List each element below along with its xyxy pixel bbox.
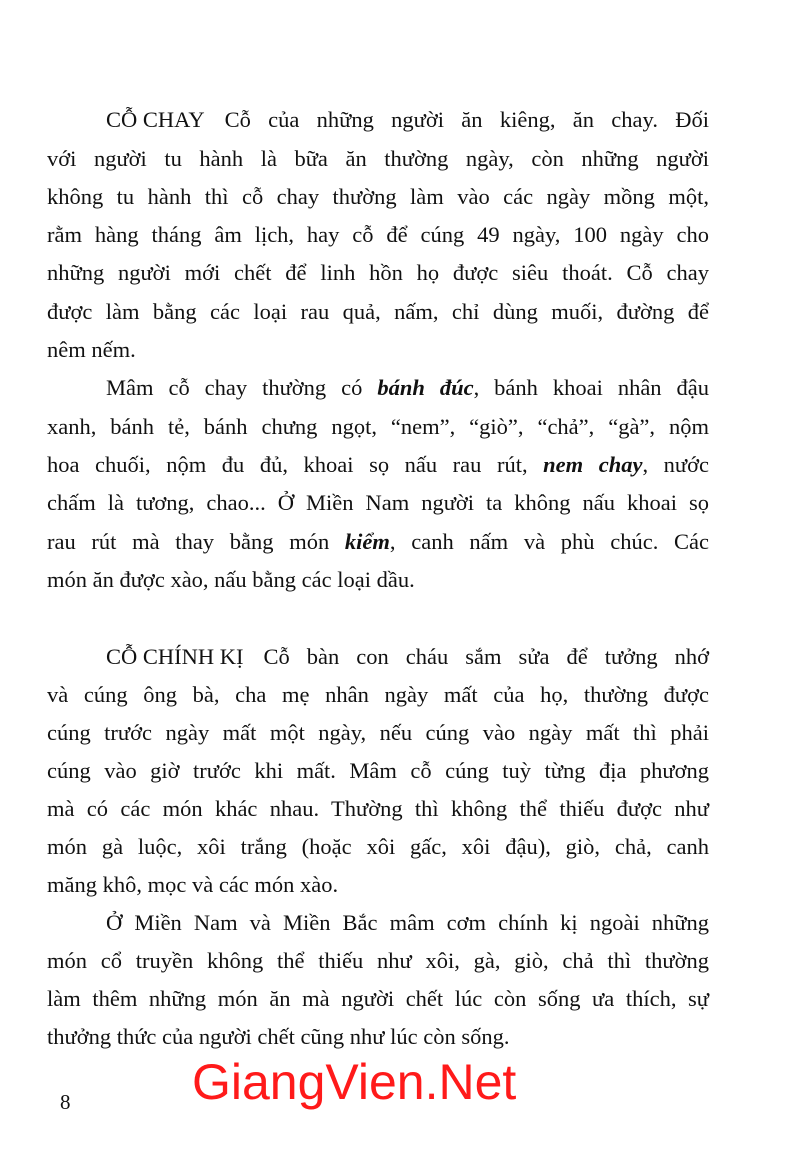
page-number: 8 (60, 1090, 71, 1114)
paragraph-line: và cúng ông bà, cha mẹ nhân ngày mất của họ, thường được (47, 682, 709, 707)
paragraph-line: mà có các món khác nhau. Thường thì không thể thiếu được như (47, 796, 709, 821)
paragraph-line: nêm nếm. (47, 337, 136, 362)
paragraph-line: món gà luộc, xôi trắng (hoặc xôi gấc, xôi đậu), giò, chả, canh (47, 834, 709, 859)
paragraph-line: Mâm cỗ chay thường có bánh đúc, bánh khoai nhân đậu (106, 375, 710, 400)
section-cay-line-1: CỖ CHAY Cỗ của những người ăn kiêng, ăn chay. Đối (106, 107, 709, 132)
paragraph-line: xanh, bánh tẻ, bánh chưng ngọt, “nem”, “giò”, “chả”, “gà”, nộm (47, 414, 709, 439)
section-title-co-chinh-ki: CỖ CHÍNH KỊ (106, 644, 244, 669)
emphasis-term: bánh đúc (377, 375, 474, 400)
paragraph-line: những người mới chết để linh hồn họ được siêu thoát. Cỗ chay (47, 260, 709, 285)
watermark-text: GiangVien.Net (192, 1054, 517, 1110)
paragraph-line: hoa chuối, nộm đu đủ, khoai sọ nấu rau rút, nem chay, nước (47, 452, 709, 477)
paragraph-line: món ăn được xào, nấu bằng các loại dầu. (47, 567, 415, 592)
paragraph-line: măng khô, mọc và các món xào. (47, 872, 339, 897)
emphasis-term: nem chay (543, 452, 643, 477)
paragraph-line: thưởng thức của người chết cũng như lúc còn sống. (47, 1024, 510, 1049)
section-title-co-chay: CỖ CHAY (106, 107, 205, 132)
paragraph-line: cúng vào giờ trước khi mất. Mâm cỗ cúng tuỳ từng địa phương (47, 758, 709, 783)
paragraph-line: rau rút mà thay bằng món kiểm, canh nấm và phù chúc. Các (47, 529, 709, 554)
emphasis-term: kiểm (344, 529, 390, 554)
paragraph-line: cúng trước ngày mất một ngày, nếu cúng vào ngày mất thì phải (47, 720, 709, 745)
paragraph-line: làm thêm những món ăn mà người chết lúc còn sống ưa thích, sự (47, 986, 709, 1011)
section-chinh-ki-line-1: CỖ CHÍNH KỊ Cỗ bàn con cháu sắm sửa để tưởng nhớ (106, 644, 709, 669)
paragraph-line: chấm là tương, chao... Ở Miền Nam người ta không nấu khoai sọ (47, 490, 709, 515)
paragraph-line: rằm hàng tháng âm lịch, hay cỗ để cúng 49 ngày, 100 ngày cho (47, 222, 709, 247)
paragraph-line: được làm bằng các loại rau quả, nấm, chỉ dùng muối, đường để (47, 299, 709, 324)
paragraph-line: với người tu hành là bữa ăn thường ngày, còn những người (47, 146, 709, 171)
paragraph-line: Ở Miền Nam và Miền Bắc mâm cơm chính kị ngoài những (106, 910, 709, 935)
paragraph-line: không tu hành thì cỗ chay thường làm vào các ngày mồng một, (47, 184, 709, 209)
paragraph-line: món cổ truyền không thể thiếu như xôi, gà, giò, chả thì thường (47, 948, 709, 973)
